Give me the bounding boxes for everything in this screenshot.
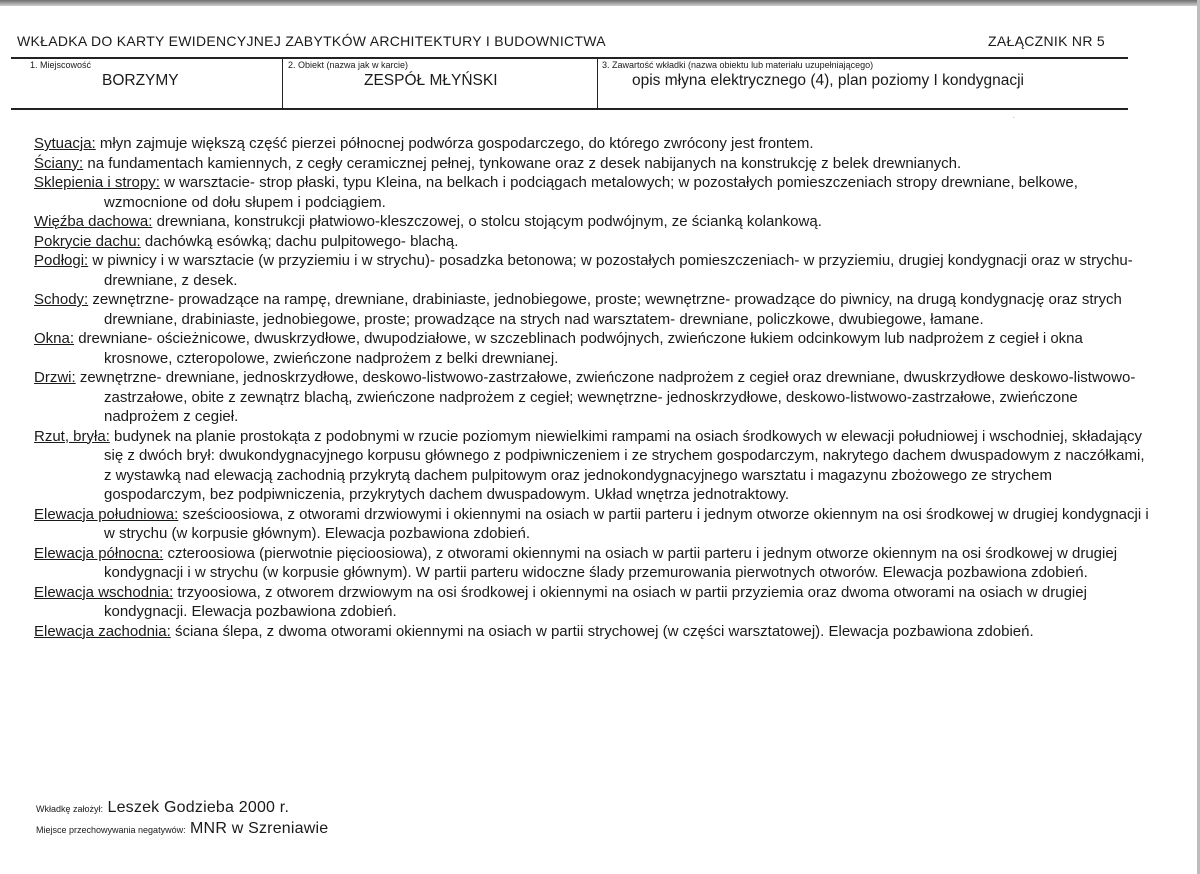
field-label: 3. Zawartość wkładki (nazwa obiektu lub materiału uzupełniającego) <box>602 60 874 70</box>
field-object <box>288 60 498 90</box>
section-roofing <box>34 232 1154 252</box>
section-text: młyn zajmuje większą część pierzei północnej podwórza gospodarczego, do którego zwrócony jest frontem. <box>99 135 814 152</box>
author-label: Wkładkę założył: <box>36 804 104 814</box>
section-windows <box>34 329 1154 368</box>
section-text: zewnętrzne- drewniane, jednoskrzydłowe, deskowo-listwowo-zastrzałowe, zwieńczone nadprożem z cegieł oraz drewniane, dwuskrzydłowe deskowo-listwowo-zastrzałowe, obite z zewnątrz blachą, zwieńczone nadprożem z cegieł; wewnętrzne- jednoskrzydłowe, deskowo-listwowo-zastrzałowe, zwieńczone nadprożem z cegieł. <box>79 369 1136 425</box>
field-label: 2. Obiekt (nazwa jak w karcie) <box>288 60 409 70</box>
section-label: Drzwi: <box>34 369 76 386</box>
section-text: na fundamentach kamiennych, z cegły ceramicznej pełnej, tynkowane oraz z desek nabijanych na konstrukcję z belek drewnianych. <box>87 154 962 172</box>
field-value: BORZYMY <box>102 72 179 89</box>
section-text: drewniana, konstrukcji płatwiowo-kleszczowej, o stolcu stojącym podwójnym, ze ścianką kolankową. <box>156 213 822 230</box>
description-body <box>34 134 1154 641</box>
section-text: drewniane- ościeżnicowe, dwuskrzydłowe, dwupodziałowe, w szczeblinach podwójnych, zwieńczone łukiem odcinkowym lub nadprożem z cegieł i okna krosnowe, czteropolowe, zwieńczone nadprożem z belki drewnianej. <box>78 330 1083 367</box>
annex-number: ZAŁĄCZNIK NR 5 <box>988 33 1105 49</box>
section-label: Elewacja południowa: <box>34 505 179 523</box>
section-text: ściana ślepa, z dwoma otworami okiennymi na osiach w partii strychowej (w części warsztatowej). Elewacja pozbawiona zdobień. <box>174 622 1034 640</box>
section-label: Sklepienia i stropy: <box>34 174 160 191</box>
section-label: Rzut, bryła: <box>34 427 110 445</box>
section-ceilings <box>34 173 1154 212</box>
section-situation <box>34 134 1154 154</box>
section-text: w piwnicy i w warsztacie (w przyziemiu i w strychu)- posadzka betonowa; w pozostałych pomieszczeniach- w przyziemiu, drugiej kondygnacji oraz w strychu- drewniane, z desek. <box>92 252 1133 289</box>
section-text: czteroosiowa (pierwotnie pięcioosiowa), z otworami okiennymi na osiach w partii parteru i jednym otworze okiennym na osi środkowej w drugiej kondygnacji i w strychu (w korpusie głównym). W partii parteru widoczne ślady przemurowania pierwotnych otworów. Elewacja pozbawiona zdobień. <box>104 544 1118 581</box>
section-text: trzyoosiowa, z otworem drzwiowym na osi środkowej i okiennymi na osiach w partii przyziemia oraz dwoma otworami na osiach w drugiej kondygnacji. Elewacja pozbawiona zdobień. <box>104 583 1087 620</box>
header-divider <box>282 58 283 108</box>
card-title: WKŁADKA DO KARTY EWIDENCYJNEJ ZABYTKÓW ARCHITEKTURY I BUDOWNICTWA <box>17 33 606 49</box>
section-text: w warsztacie- strop płaski, typu Kleina, na belkach i podciągach metalowych; w pozostałych pomieszczeniach stropy drewniane, belkowe, wzmocnione od dołu słupem i podciągiem. <box>104 174 1078 211</box>
ink-mark: · <box>1012 112 1016 123</box>
section-text: dachówką esówką; dachu pulpitowego- blachą. <box>144 232 459 250</box>
section-stairs <box>34 290 1154 329</box>
section-label: Okna: <box>34 330 75 347</box>
section-text: zewnętrzne- prowadzące na rampę, drewniane, drabiniaste, jednobiegowe, proste; wewnętrzne- prowadzące do piwnicy, na drugą kondygnację oraz strych drewniane, drabiniaste, jednobiegowe, proste; prowadzące na strych nad warsztatem- drewniane, policzkowe, dwubiegowe, łamane. <box>92 291 1122 328</box>
section-roof-truss <box>34 212 1154 232</box>
section-label: Elewacja zachodnia: <box>34 622 171 640</box>
author-value: Leszek Godzieba 2000 r. <box>107 799 290 816</box>
section-west-elevation <box>34 622 1154 642</box>
field-contents <box>602 60 1024 90</box>
field-locality <box>30 60 179 90</box>
section-label: Sytuacja: <box>34 135 96 152</box>
section-plan-massing <box>34 427 1154 505</box>
section-east-elevation <box>34 583 1154 622</box>
footer-storage <box>36 820 328 838</box>
field-label: 1. Miejscowość <box>30 60 92 70</box>
section-floors <box>34 251 1154 290</box>
section-label: Więźba dachowa: <box>34 213 153 230</box>
storage-value: MNR w Szreniawie <box>190 820 329 837</box>
field-value: ZESPÓŁ MŁYŃSKI <box>364 72 498 89</box>
storage-label: Miejsce przechowywania negatywów: <box>36 825 186 835</box>
header-divider <box>597 58 598 108</box>
section-label: Ściany: <box>34 154 84 172</box>
section-walls <box>34 154 1154 174</box>
section-text: sześcioosiowa, z otworami drzwiowymi i okiennymi na osiach w partii parteru i jednym otworze okiennym na osi środkowej w drugiej kondygnacji i w strychu (w korpusie głównym). Elewacja pozbawiona zdobień. <box>104 505 1149 542</box>
section-label: Podłogi: <box>34 252 89 269</box>
header-rule-top <box>11 57 1128 59</box>
page-top-edge <box>0 0 1200 6</box>
footer-author <box>36 799 289 817</box>
field-value: opis młyna elektrycznego (4), plan poziomy I kondygnacji <box>632 72 1024 89</box>
section-north-elevation <box>34 544 1154 583</box>
section-label: Schody: <box>34 291 89 308</box>
header-rule-bottom <box>11 108 1128 110</box>
section-doors <box>34 368 1154 427</box>
section-text: budynek na planie prostokąta z podobnymi w rzucie poziomym niewielkimi rampami na osiach środkowych w elewacji południowej i wschodniej, składający się z dwóch brył: dwukondygnacyjnego korpusu głównego z podpiwniczeniem i ze strychem gospodarczym, nakrytego dachem dwuspadowym z naczółkami, z wystawką nad elewacją zachodnią przykrytą dachem pulpitowym oraz jednokondygnacyjnego warsztatu i magazynu zbożowego ze strychem gospodarczym, bez podpiwniczenia, przykrytych dachem dwuspadowym. Układ wnętrza jednotraktowy. <box>104 427 1145 503</box>
section-label: Pokrycie dachu: <box>34 232 141 250</box>
section-label: Elewacja wschodnia: <box>34 583 174 601</box>
section-south-elevation <box>34 505 1154 544</box>
section-label: Elewacja północna: <box>34 544 164 562</box>
